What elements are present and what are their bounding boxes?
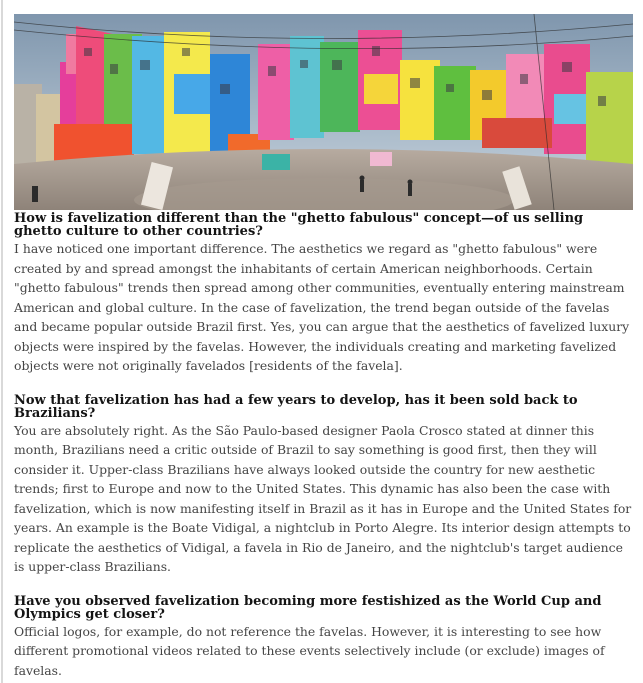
- qa-section-3: [14, 595, 632, 681]
- qa-section-2: [14, 394, 632, 577]
- section-spacer: [14, 376, 632, 394]
- left-divider: [1, 0, 3, 683]
- answer-1: I have noticed one important difference. The aesthetics we regard as "ghetto fabulous" were created by and spread amongst the inhabitants of certain American neighborhoods. Certain "ghetto fabulous" trends then spread among other communities, eventually entering mainstream American and global culture. In the case of favelization, the trend began outside of the favelas and became popular outside Brazil first. Yes, you can argue that the aesthetics of favelized luxury objects were inspired by the favelas. However, the individuals creating and marketing favelized objects were not originally favelados [residents of the favela].: [14, 241, 630, 373]
- hero-image: [14, 14, 633, 210]
- question-3: Have you observed favelization becoming more festishized as the World Cup and Olympics get closer?: [14, 593, 602, 622]
- qa-section-1: [14, 212, 632, 376]
- section-spacer: [14, 577, 632, 595]
- question-2: Now that favelization has had a few years to develop, has it been sold back to Brazilians?: [14, 392, 578, 421]
- answer-2: You are absolutely right. As the São Paulo-based designer Paola Crosco stated at dinner this month, Brazilians need a critic outside of Brazil to say something is good first, then they will consider it. Upper-class Brazilians have always looked outside the country for new aesthetic trends; first to Europe and now to the United States. This dynamic has also been the case with favelization, which is now manifesting itself in Brazil as it has in Europe and the United States for years. An example is the Boate Vidigal, a nightclub in Porto Alegre. Its interior design attempts to replicate the aesthetics of Vidigal, a favela in Rio de Janeiro, and the nightclub's target audience is upper-class Brazilians.: [14, 422, 632, 574]
- favela-illustration: [14, 14, 633, 210]
- article-body: [14, 212, 632, 680]
- answer-3: Official logos, for example, do not reference the favelas. However, it is interesting to see how different promotional videos related to these events selectively include (or exclude) images of favelas.: [14, 623, 605, 678]
- question-1: How is favelization different than the "ghetto fabulous" concept—of us selling ghetto culture to other countries?: [14, 211, 584, 239]
- planter: [262, 154, 290, 170]
